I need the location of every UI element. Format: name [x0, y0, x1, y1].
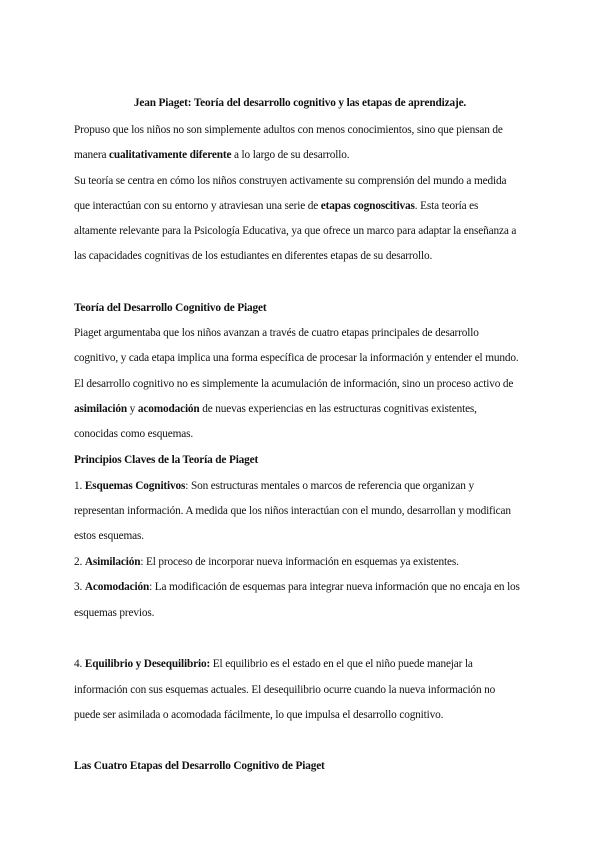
text-span: manera [74, 149, 110, 161]
principle-1-line-2: representan información. A medida que los niños interactúan con el mundo, desarrollan y modifican [74, 505, 511, 517]
bold-term: asimilación [74, 403, 127, 415]
bold-term: acomodación [137, 403, 200, 415]
bold-term: cualitativamente diferente [109, 149, 232, 161]
principle-3-line-1 [74, 581, 520, 593]
item-number: 4. [74, 658, 85, 670]
intro-line-5: altamente relevante para la Psicología Educativa, ya que ofrece un marco para adaptar la enseñanza a [74, 225, 517, 237]
principle-2-line-1 [74, 556, 459, 568]
section1-line-1: Piaget argumentaba que los niños avanzan a través de cuatro etapas principales de desarrollo [74, 327, 479, 339]
text-span: a lo largo de su desarrollo. [231, 149, 350, 161]
intro-line-4 [74, 200, 478, 212]
bold-term: Esquemas Cognitivos [84, 480, 186, 492]
text-span: que interactúan con su entorno y atraviesan una serie de [74, 200, 321, 212]
text-span: y [126, 403, 138, 415]
item-number: 2. [74, 556, 85, 568]
intro-line-2 [74, 149, 349, 161]
principle-1-line-1 [74, 480, 474, 492]
section2-heading: Las Cuatro Etapas del Desarrollo Cognitivo de Piaget [74, 760, 325, 772]
bold-term: etapas cognoscitivas [320, 200, 415, 212]
section1-line-3: El desarrollo cognitivo no es simplemente la acumulación de información, sino un proceso activo de [74, 378, 514, 390]
text-span: : Son estructuras mentales o marcos de referencia que organizan y [185, 480, 474, 492]
text-span: El equilibrio es el estado en el que el niño puede manejar la [210, 658, 473, 670]
document-title: Jean Piaget: Teoría del desarrollo cognitivo y las etapas de aprendizaje. [133, 97, 467, 109]
item-number: 3. [74, 581, 85, 593]
item-number: 1. [74, 480, 85, 492]
intro-line-3: Su teoría se centra en cómo los niños construyen activamente su comprensión del mundo a medida [74, 175, 507, 187]
section1-line-4 [74, 403, 477, 415]
bold-term: Equilibrio y Desequilibrio: [84, 658, 211, 670]
text-span: : El proceso de incorporar nueva información en esquemas ya existentes. [140, 556, 459, 568]
text-span: . Esta teoría es [414, 200, 479, 212]
section1-line-5: conocidas como esquemas. [74, 428, 194, 440]
text-span: de nuevas experiencias en las estructuras cognitivas existentes, [199, 403, 477, 415]
section1-line-2: cognitivo, y cada etapa implica una forma específica de procesar la información y entender el mundo. [74, 352, 519, 364]
intro-line-6: las capacidades cognitivas de los estudiantes en diferentes etapas de su desarrollo. [74, 250, 433, 262]
bold-term: Acomodación [84, 581, 150, 593]
text-span: : La modificación de esquemas para integrar nueva información que no encaja en los [149, 581, 520, 593]
principles-heading: Principios Claves de la Teoría de Piaget [74, 454, 259, 466]
principle-4-line-1 [74, 658, 473, 670]
principle-4-line-2: información con sus esquemas actuales. El desequilibrio ocurre cuando la nueva información no [74, 684, 496, 696]
principle-4-line-3: puede ser asimilada o acomodada fácilmente, lo que impulsa el desarrollo cognitivo. [74, 709, 444, 721]
principle-1-line-3: estos esquemas. [74, 530, 144, 542]
intro-line-1: Propuso que los niños no son simplemente adultos con menos conocimientos, sino que piensan de [74, 124, 503, 136]
section-heading: Teoría del Desarrollo Cognitivo de Piaget [74, 302, 267, 314]
principle-3-line-2: esquemas previos. [74, 607, 155, 619]
bold-term: Asimilación [84, 556, 141, 568]
